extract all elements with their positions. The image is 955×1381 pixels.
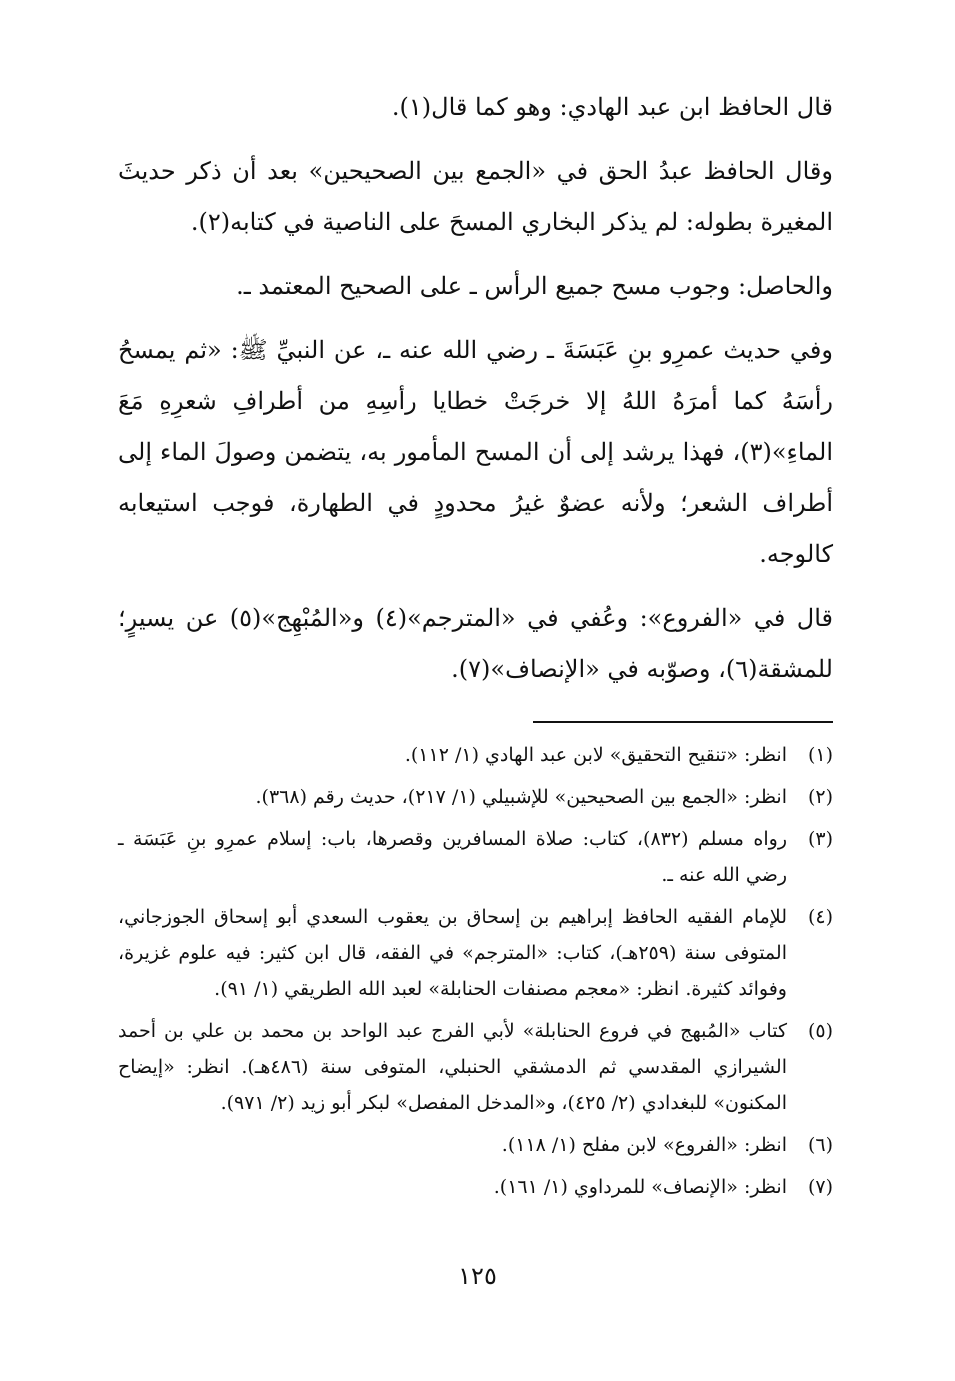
footnote-text: انظر: «الإنصاف» للمرداوي (١/ ١٦١). [493, 1176, 787, 1198]
footnote-number: (٢) [807, 786, 833, 808]
footnote-number: (٤) [807, 906, 833, 928]
footnote-text: انظر: «الفروع» لابن مفلح (١/ ١١٨). [501, 1134, 787, 1156]
paragraph-1: قال الحافظ ابن عبد الهادي: وهو كما قال(١). [391, 93, 833, 121]
page-body [118, 80, 833, 1211]
paragraph-5: قال في «الفروع»: وعُفي في «المترجم»(٤) و«المُبْهِج»(٥) عن يسيرٍ؛ للمشقة(٦)، وصوّبه في «الإنصاف»(٧). [118, 604, 833, 683]
footnote-text: انظر: «الجمع بين الصحيحين» للإشبيلي (١/ ٢١٧)، حديث رقم (٣٦٨). [255, 786, 787, 808]
paragraph-3: والحاصل: وجوب مسح جميع الرأس ـ على الصحيح المعتمد ـ. [236, 272, 833, 300]
footnote-text: رواه مسلم (٨٣٢)، كتاب: صلاة المسافرين وقصرها، باب: إسلام عمرِو بنِ عَبَسَة ـ رضي الله عنه ـ. [118, 828, 787, 886]
footnote-number: (٣) [807, 828, 833, 850]
footnote-2 [118, 779, 833, 815]
footnote-number: (٥) [807, 1020, 833, 1042]
footnote-text: كتاب «المُبهج في فروع الحنابلة» لأبي الفرج عبد الواحد بن محمد بن علي بن أحمد الشيرازي المقدسي ثم الدمشقي الحنبلي، المتوفى سنة (٤٨٦هـ). انظر: «إيضاح المكنون» للبغدادي (٢/ ٤٢٥)، و«المدخل المفصل» لبكر أبو زيد (٢/ ٩٧١). [118, 1020, 787, 1114]
footnote-3 [118, 821, 833, 893]
paragraph-2: وقال الحافظ عبدُ الحق في «الجمع بين الصحيحين» بعد أن ذكر حديثَ المغيرة بطوله: لم يذكر البخاري المسحَ على الناصية في كتابه(٢). [118, 157, 833, 236]
footnote-separator [533, 721, 833, 723]
footnote-5 [118, 1013, 833, 1121]
footnote-number: (١) [807, 744, 833, 766]
footnote-number: (٧) [807, 1176, 833, 1198]
footnotes [118, 737, 833, 1205]
footnote-text: للإمام الفقيه الحافظ إبراهيم بن إسحاق بن يعقوب السعدي أبو إسحاق الجوزجاني، المتوفى سنة (٢٥٩هـ)، كتاب: «المترجم» في الفقه، قال ابن كثير: فيه علوم غزيرة، وفوائد كثيرة. انظر: «معجم مصنفات الحنابلة» لعبد الله الطريقي (١/ ٩١). [118, 906, 787, 1000]
paragraph-4: وفي حديث عمرِو بنِ عَبَسَةَ ـ رضي الله عنه ـ، عن النبيِّ ﷺ: «ثم يمسحُ رأسَهُ كما أمرَهُ اللهُ إلا خرجَتْ خطايا رأسِهِ من أطرافِ شعرِهِ مَعَ الماءِ»(٣)، فهذا يرشد إلى أن المسح المأمور به، يتضمن وصولَ الماء إلى أطراف الشعر؛ ولأنه عضوٌ غيرُ محدودٍ في الطهارة، فوجب استيعابه كالوجه. [118, 336, 833, 568]
footnote-1 [118, 737, 833, 773]
footnote-6 [118, 1127, 833, 1163]
footnote-text: انظر: «تنقيح التحقيق» لابن عبد الهادي (١/ ١١٢). [404, 744, 787, 766]
page-number: ١٢٥ [458, 1262, 497, 1290]
footnote-7 [118, 1169, 833, 1205]
footnote-4 [118, 899, 833, 1007]
footnote-number: (٦) [807, 1134, 833, 1156]
